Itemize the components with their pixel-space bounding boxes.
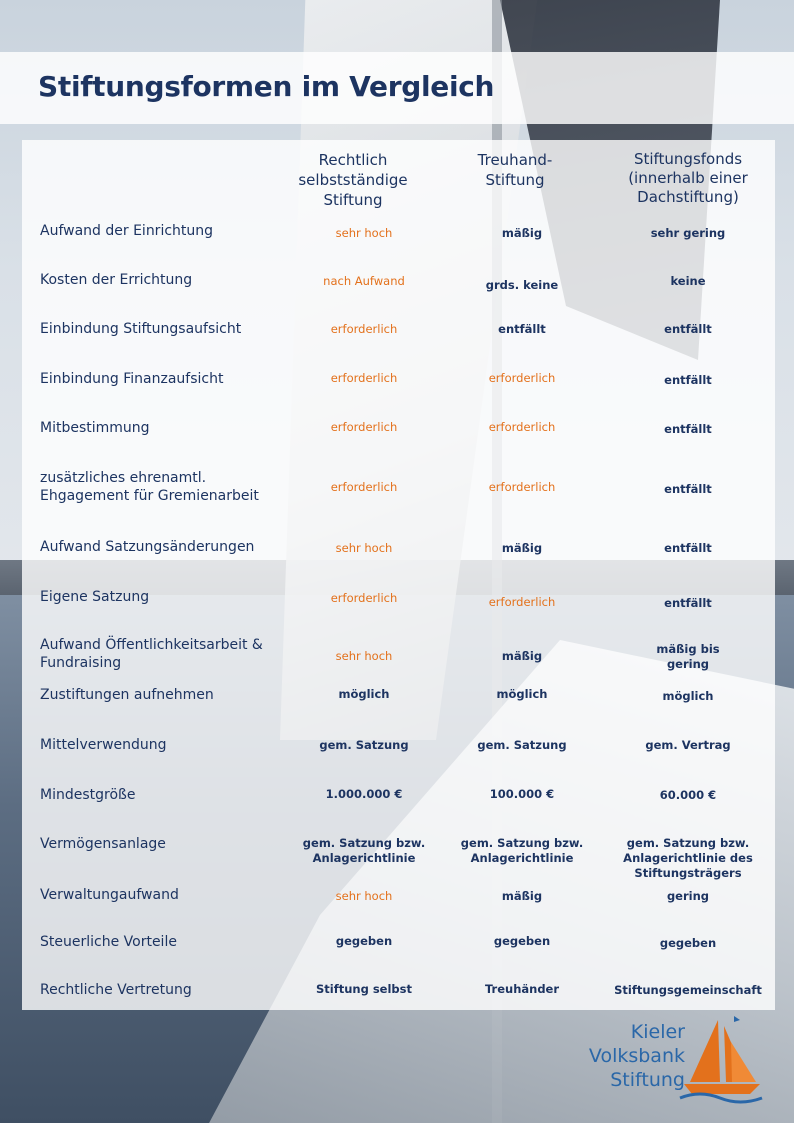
table-cell-line: Treuhänder [484, 982, 560, 996]
table-cell-line: Stiftungsgemeinschaft [614, 983, 762, 997]
row-label [40, 419, 280, 437]
table-cell [610, 422, 766, 437]
table-cell-line: gegeben [335, 934, 393, 948]
table-cell [290, 322, 438, 337]
table-cell [448, 595, 596, 610]
table-cell [290, 934, 438, 949]
table-cell [290, 982, 438, 997]
logo-line: Stiftung [610, 1069, 685, 1091]
table-cell-line: entfällt [664, 322, 712, 336]
table-cell [448, 889, 596, 904]
row-label [40, 786, 280, 804]
table-cell-line: erforderlich [488, 595, 556, 609]
table-cell-line: sehr hoch [335, 226, 393, 240]
page-title: Stiftungsformen im Vergleich [38, 70, 495, 103]
column-header-line: Stiftungsfonds [633, 150, 743, 168]
table-cell-line: keine [670, 274, 706, 288]
table-cell-line: erforderlich [488, 420, 556, 434]
table-cell-line: gegeben [493, 934, 551, 948]
row-label [40, 686, 280, 704]
table-cell [290, 480, 438, 495]
row-label-line: Mittelverwendung [40, 737, 167, 753]
column-header-line: Stiftung [323, 191, 383, 209]
table-cell-line: Stiftung selbst [316, 982, 412, 996]
table-cell [290, 836, 438, 866]
table-cell-line: erforderlich [488, 371, 556, 385]
table-cell-line: möglich [496, 687, 548, 701]
table-cell-line: sehr hoch [335, 649, 393, 663]
table-cell-line: entfällt [664, 373, 712, 387]
table-cell [290, 687, 438, 702]
sailboat-logo-icon [676, 1012, 766, 1104]
table-cell-line: erforderlich [330, 591, 398, 605]
table-cell [290, 274, 438, 289]
table-cell [290, 889, 438, 904]
table-cell [290, 591, 438, 606]
row-label [40, 320, 280, 338]
column-header-rechtlich [283, 150, 423, 210]
table-cell [610, 322, 766, 337]
table-cell [448, 226, 596, 241]
table-cell-line: nach Aufwand [323, 274, 405, 288]
row-label [40, 981, 280, 999]
table-cell [290, 738, 438, 753]
table-cell [448, 278, 596, 293]
table-cell-line: sehr hoch [335, 541, 393, 555]
table-cell [448, 738, 596, 753]
table-cell [610, 373, 766, 388]
table-cell [448, 934, 596, 949]
table-cell-line: möglich [662, 689, 714, 703]
table-cell [448, 982, 596, 997]
row-label-line: Einbindung Finanzaufsicht [40, 371, 224, 387]
table-cell [290, 226, 438, 241]
row-label [40, 886, 280, 904]
table-cell-line: mäßig [501, 649, 543, 663]
logo-line: Volksbank [588, 1045, 685, 1067]
table-cell-line: gem. Satzung bzw. [460, 836, 584, 850]
table-cell-line: Anlagerichtlinie des [623, 851, 753, 865]
table-cell-line: gem. Satzung bzw. [626, 836, 750, 850]
row-label-line: Ehgagement für Gremienarbeit [40, 488, 259, 504]
table-cell [610, 482, 766, 497]
table-cell-line: entfällt [664, 422, 712, 436]
row-label-line: Kosten der Errichtung [40, 272, 193, 288]
column-header-treuhand [450, 150, 580, 190]
table-cell-line: gering [666, 657, 710, 671]
table-cell [610, 642, 766, 672]
row-label [40, 636, 280, 672]
table-cell [610, 226, 766, 241]
table-cell [448, 787, 596, 802]
table-cell [448, 687, 596, 702]
table-cell [448, 480, 596, 495]
table-cell [290, 649, 438, 664]
row-label [40, 469, 280, 505]
table-cell [448, 836, 596, 866]
row-label-line: Aufwand Öffentlichkeitsarbeit & [40, 637, 263, 653]
row-label-line: Vermögensanlage [40, 836, 166, 852]
table-cell-line: gering [666, 889, 710, 903]
table-cell [610, 596, 766, 611]
table-cell-line: entfällt [664, 482, 712, 496]
table-cell-line: entfällt [664, 596, 712, 610]
table-cell-line: sehr hoch [335, 889, 393, 903]
table-cell-line: grds. keine [485, 278, 559, 292]
table-cell-line: mäßig [501, 889, 543, 903]
row-label-line: Rechtliche Vertretung [40, 982, 192, 998]
table-cell-line: erforderlich [488, 480, 556, 494]
row-label-line: Mindestgröße [40, 787, 136, 803]
row-label [40, 588, 280, 606]
table-cell-line: gegeben [659, 936, 717, 950]
table-cell-line: gem. Satzung [477, 738, 567, 752]
table-cell-line: 60.000 € [659, 788, 717, 802]
table-cell [610, 274, 766, 289]
table-cell-line: 1.000.000 € [325, 787, 403, 801]
column-header-line: selbstständige [298, 171, 408, 189]
table-cell [610, 836, 766, 881]
table-cell-line: gem. Satzung bzw. [302, 836, 426, 850]
table-cell-line: möglich [338, 687, 390, 701]
row-label [40, 736, 280, 754]
table-cell [290, 787, 438, 802]
table-cell-line: mäßig [501, 226, 543, 240]
table-cell-line: erforderlich [330, 322, 398, 336]
table-cell-line: entfällt [664, 541, 712, 555]
table-cell-line: mäßig [501, 541, 543, 555]
row-label [40, 370, 280, 388]
column-header-line: Rechtlich [318, 151, 388, 169]
table-cell-line: entfällt [498, 322, 546, 336]
table-cell [610, 541, 766, 556]
table-cell [610, 788, 766, 803]
table-cell-line: 100.000 € [489, 787, 555, 801]
logo-wordmark [575, 1020, 685, 1092]
table-cell [610, 738, 766, 753]
table-cell-line: gem. Satzung [319, 738, 409, 752]
row-label [40, 222, 280, 240]
table-cell [448, 541, 596, 556]
row-label [40, 835, 280, 853]
row-label-line: Fundraising [40, 655, 122, 671]
table-cell-line: Anlagerichtlinie [470, 851, 574, 865]
table-cell-line: erforderlich [330, 420, 398, 434]
column-header-line: Treuhand- [477, 151, 553, 169]
table-cell [610, 936, 766, 951]
table-cell-line: erforderlich [330, 480, 398, 494]
table-cell-line: mäßig bis [656, 642, 720, 656]
table-cell-line: Stiftungsträgers [634, 866, 742, 880]
row-label [40, 271, 280, 289]
column-header-line: Dachstiftung) [637, 188, 739, 206]
table-cell [448, 649, 596, 664]
table-cell-line: erforderlich [330, 371, 398, 385]
table-cell [290, 420, 438, 435]
row-label-line: Steuerliche Vorteile [40, 934, 177, 950]
row-label-line: zusätzliches ehrenamtl. [40, 470, 207, 486]
column-header-stiftungsfonds [608, 150, 768, 207]
row-label-line: Aufwand der Einrichtung [40, 223, 214, 239]
table-cell [448, 420, 596, 435]
row-label-line: Mitbestimmung [40, 420, 150, 436]
column-header-line: Stiftung [485, 171, 545, 189]
table-cell [610, 689, 766, 704]
row-label [40, 538, 280, 556]
row-label-line: Aufwand Satzungsänderungen [40, 539, 255, 555]
row-label-line: Zustiftungen aufnehmen [40, 687, 214, 703]
table-cell [448, 322, 596, 337]
table-cell-line: Anlagerichtlinie [312, 851, 416, 865]
table-cell [448, 371, 596, 386]
column-header-line: (innerhalb einer [628, 169, 748, 187]
table-cell-line: sehr gering [650, 226, 726, 240]
row-label-line: Einbindung Stiftungsaufsicht [40, 321, 242, 337]
table-cell [290, 541, 438, 556]
table-cell [610, 889, 766, 904]
row-label-line: Eigene Satzung [40, 589, 150, 605]
logo-line: Kieler [630, 1021, 685, 1043]
table-cell-line: gem. Vertrag [645, 738, 731, 752]
table-cell [290, 371, 438, 386]
table-cell [610, 983, 766, 998]
row-label-line: Verwaltungaufwand [40, 887, 179, 903]
row-label [40, 933, 280, 951]
